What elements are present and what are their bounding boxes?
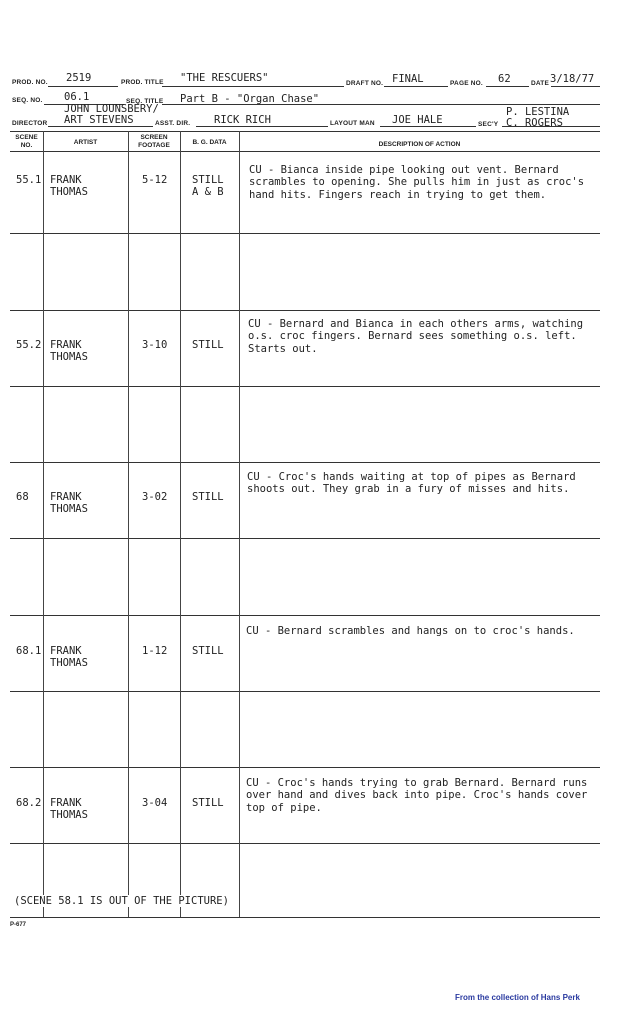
asst-dir-underline <box>196 126 328 127</box>
action-description: CU - Bianca inside pipe looking out vent. Bernard scrambles to opening. She pulls him in just as croc's hand hits. Fingers reach in trying to get them. <box>249 164 585 201</box>
bg-data: STILL A & B <box>192 174 224 199</box>
screen-footage: 1-12 <box>142 645 168 657</box>
asst-dir-label: ASST. DIR. <box>155 120 191 127</box>
row-rule <box>10 538 600 539</box>
director-value-line2: ART STEVENS <box>64 114 134 126</box>
draft-no-value: FINAL <box>392 73 424 85</box>
artist-name: FRANK THOMAS <box>50 491 88 516</box>
artist-name: FRANK THOMAS <box>50 645 88 670</box>
collection-credit: From the collection of Hans Perk <box>455 993 580 1002</box>
col-header-screen-footage: SCREEN FOOTAGE <box>138 134 170 149</box>
screen-footage: 3-10 <box>142 339 168 351</box>
layout-man-underline <box>380 126 476 127</box>
scene-number: 68 <box>16 491 29 503</box>
bg-data: STILL <box>192 645 224 657</box>
col-header-description: DESCRIPTION OF ACTION <box>378 141 461 148</box>
footnote: (SCENE 58.1 IS OUT OF THE PICTURE) <box>14 895 229 907</box>
draft-no-underline <box>384 86 448 87</box>
header-bottom-rule <box>10 151 600 152</box>
seq-title-label: SEQ. TITLE <box>126 98 164 105</box>
bg-data: STILL <box>192 797 224 809</box>
draft-no-label: DRAFT NO. <box>346 80 384 87</box>
screen-footage: 3-02 <box>142 491 168 503</box>
row-rule <box>10 233 600 234</box>
prod-title-underline <box>162 86 344 87</box>
layout-man-value: JOE HALE <box>392 114 443 126</box>
row-rule <box>10 691 600 692</box>
row-rule <box>10 843 600 844</box>
director-underline <box>48 126 153 127</box>
bg-data: STILL <box>192 491 224 503</box>
secy-label: SEC'Y <box>478 121 499 128</box>
action-description: CU - Croc's hands waiting at top of pipes as Bernard shoots out. They grab in a fury of misses and hits. <box>247 471 576 496</box>
form-number: P-677 <box>10 922 27 928</box>
col-divider <box>43 131 44 917</box>
action-description: CU - Croc's hands trying to grab Bernard. Bernard runs over hand and dives back into pipe. Croc's hands cover top of pipe. <box>246 777 588 814</box>
col-header-bg-data: B. G. DATA <box>192 139 227 146</box>
row-rule <box>10 615 600 616</box>
prod-title-value: "THE RESCUERS" <box>180 72 269 84</box>
prod-no-value: 2519 <box>66 72 92 84</box>
row-rule <box>10 310 600 311</box>
seq-no-value: 06.1 <box>64 91 90 103</box>
row-rule <box>10 386 600 387</box>
artist-name: FRANK THOMAS <box>50 339 88 364</box>
date-value: 3/18/77 <box>550 73 595 85</box>
action-description: CU - Bernard and Bianca in each others arms, watching o.s. croc fingers. Bernard sees something o.s. left. Starts out. <box>248 318 584 355</box>
row-rule <box>10 767 600 768</box>
date-label: DATE <box>531 80 550 87</box>
director-value-line1: JOHN LOUNSBERY/ <box>64 103 159 115</box>
bg-data: STILL <box>192 339 224 351</box>
seq-no-label: SEQ. NO. <box>12 97 43 104</box>
col-divider <box>239 131 240 917</box>
layout-man-label: LAYOUT MAN <box>330 120 375 127</box>
artist-name: FRANK THOMAS <box>50 797 88 822</box>
page-no-value: 62 <box>498 73 511 85</box>
table-bottom-rule <box>10 917 600 918</box>
prod-no-label: PROD. NO. <box>12 79 48 86</box>
scene-number: 68.2 <box>16 797 42 809</box>
col-header-artist: ARTIST <box>73 139 98 146</box>
director-label: DIRECTOR <box>12 120 48 127</box>
artist-name: FRANK THOMAS <box>50 174 88 199</box>
scene-number: 68.1 <box>16 645 42 657</box>
table-top-rule <box>10 131 600 132</box>
scene-number: 55.1 <box>16 174 42 186</box>
asst-dir-value: RICK RICH <box>214 114 271 126</box>
prod-no-underline <box>48 86 118 87</box>
seq-title-value: Part B - "Organ Chase" <box>180 93 320 105</box>
col-header-scene-no: SCENE NO. <box>15 134 38 149</box>
page-no-label: PAGE NO. <box>450 80 483 87</box>
col-divider <box>180 131 181 917</box>
scene-number: 55.2 <box>16 339 42 351</box>
prod-title-label: PROD. TITLE <box>121 79 164 86</box>
secy-value-line1: P. LESTINA <box>506 106 570 118</box>
screen-footage: 3-04 <box>142 797 168 809</box>
action-description: CU - Bernard scrambles and hangs on to croc's hands. <box>246 625 575 637</box>
col-divider <box>128 131 129 917</box>
row-rule <box>10 462 600 463</box>
secy-value-line2: C. ROGERS <box>506 117 563 129</box>
date-underline <box>551 86 600 87</box>
screen-footage: 5-12 <box>142 174 168 186</box>
page-no-underline <box>486 86 529 87</box>
